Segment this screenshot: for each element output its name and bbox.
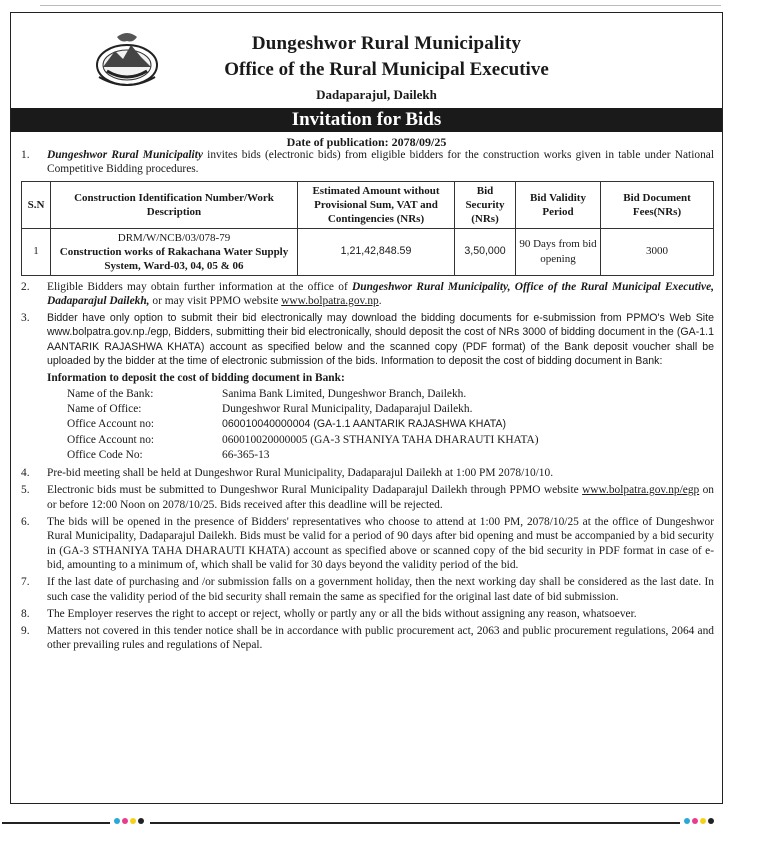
clause-text: The Employer reserves the right to accept or reject, wholly or partly any or all the bids without assigning any reason, whatsoever.: [47, 607, 637, 620]
cell-validity: 90 Days from bid opening: [516, 228, 601, 275]
col-amount: Estimated Amount without Provisional Sum, VAT and Contingencies (NRs): [298, 181, 455, 228]
bank-row: [67, 448, 714, 463]
footer-divider: [150, 822, 680, 824]
dot-icon: [122, 818, 128, 824]
org-emphasis: Dungeshwor Rural Municipality: [47, 149, 203, 161]
bank-info: [21, 387, 714, 463]
clause-body: invites bids (electronic bids) from eligible bidders for the construction works given in table under National Competitive Bidding procedures.: [47, 149, 714, 176]
notice-body: [21, 148, 714, 656]
clause-9: [21, 624, 714, 653]
dot-icon: [684, 818, 690, 824]
office-name: Office of the Rural Municipal Executive: [224, 59, 549, 80]
bank-row: [67, 417, 714, 432]
bank-value: 66-365-13: [222, 448, 270, 461]
top-rule: [40, 5, 721, 6]
clause-number: 8.: [21, 607, 30, 620]
clause-8: [21, 607, 714, 621]
bank-key: Office Account no:: [67, 418, 155, 431]
footer-dots: [114, 818, 144, 824]
clause-2: [21, 280, 714, 309]
footer-divider: [2, 822, 110, 824]
org-name: Dungeshwor Rural Municipality: [251, 33, 522, 54]
clause-number: 5.: [21, 484, 30, 497]
col-security: Bid Security (NRs): [455, 181, 516, 228]
clause-text: [47, 148, 714, 177]
clause-number: 2.: [21, 280, 30, 293]
cell-security: 3,50,000: [455, 228, 516, 275]
clause-number: 1.: [21, 149, 30, 161]
bank-row: [67, 387, 714, 402]
dot-icon: [692, 818, 698, 824]
clause-body: or may visit PPMO website: [149, 294, 282, 307]
publication-date: Date of publication: 2078/09/25: [286, 135, 447, 149]
clause-1: [21, 148, 714, 177]
dot-icon: [138, 818, 144, 824]
clause-number: 4.: [21, 467, 30, 480]
bank-key: Office Code No:: [67, 448, 143, 461]
clause-text: Bidder have only option to submit their bid electronically may download the bidding documents for e-submission from PPMO's Web Site www.bolpatra.gov.np./egp, Bidders, submitting their bid electronically, should deposit the cost of NRs 3000 of bidding document in the (GA-1.1 AANTARIK RAJASHWA KHATA) account as specified below and the scanned copy (PDF format) of the Bank deposit voucher shall be uploaded by the bidder at the time of electronic submission of the bids. Information to deposit the cost of bidding document in Bank:: [47, 312, 714, 368]
clause-body: Electronic bids must be submitted to Dungeshwor Rural Municipality Dadaparajul Dailekh through PPMO website: [47, 484, 583, 497]
notice-header: [11, 13, 722, 109]
bank-value: 060010020000005 (GA-3 STHANIYA TAHA DHARAUTI KHATA): [222, 433, 539, 446]
dot-icon: [708, 818, 714, 824]
bank-value: Sanima Bank Limited, Dungeshwor Branch, Dailekh.: [222, 387, 467, 400]
clause-number: 6.: [21, 516, 30, 529]
bank-key: Office Account no:: [67, 433, 155, 446]
bank-row: [67, 402, 714, 417]
footer-dots: [684, 818, 714, 824]
dot-icon: [130, 818, 136, 824]
clause-6: [21, 515, 714, 572]
clause-3: [21, 311, 714, 368]
clause-text: [47, 483, 714, 512]
bank-info-title: Information to deposit the cost of bidding document in Bank:: [47, 372, 345, 385]
dot-icon: [114, 818, 120, 824]
invitation-banner: Invitation for Bids: [11, 108, 722, 132]
clause-number: 9.: [21, 625, 30, 638]
col-fee: Bid Document Fees(NRs): [601, 181, 714, 228]
cell-sn: 1: [22, 228, 51, 275]
office-location: Dadaparajul, Dailekh: [316, 87, 437, 102]
col-sn: S.N: [22, 181, 51, 228]
bank-value: 060010040000004 (GA-1.1 AANTARIK RAJASHWA KHATA): [222, 418, 507, 431]
clause-text: If the last date of purchasing and /or submission falls on a government holiday, then the next working day shall be considered as the last date. In such case the validity period of the bid security shall remain the same as specified for the original last date of bid submission.: [47, 576, 714, 603]
bank-key: Name of Office:: [67, 402, 142, 415]
bank-key: Name of the Bank:: [67, 387, 154, 400]
dot-icon: [700, 818, 706, 824]
clause-7: [21, 575, 714, 604]
table-row: [22, 228, 714, 275]
ppmo-link[interactable]: www.bolpatra.gov.np: [281, 294, 379, 307]
clause-body: .: [378, 294, 382, 307]
clause-5: [21, 483, 714, 512]
clause-4: [21, 466, 714, 480]
bid-table: [21, 181, 714, 276]
clause-text: [47, 280, 714, 309]
clause-number: 7.: [21, 576, 30, 589]
cell-fee: 3000: [601, 228, 714, 275]
col-validity: Bid Validity Period: [516, 181, 601, 228]
egp-link[interactable]: www.bolpatra.gov.np/egp: [582, 484, 700, 497]
work-desc: Construction works of Rakachana Water Supply System, Ward-03, 04, 05 & 06: [59, 245, 289, 272]
clause-body: Eligible Bidders may obtain further information at the office of: [47, 280, 353, 293]
clause-text: Matters not covered in this tender notice shall be in accordance with public procurement act, 2063 and public procurement regulations, 2064 and other prevailing rules and regulations of Nepal.: [47, 625, 714, 652]
cell-amount: 1,21,42,848.59: [298, 228, 455, 275]
bank-row: [67, 433, 714, 448]
bank-value: Dungeshwor Rural Municipality, Dadaparajul Dailekh.: [222, 402, 473, 415]
work-id: DRM/W/NCB/03/078-79: [117, 231, 231, 244]
table-header-row: [22, 181, 714, 228]
clause-number: 3.: [21, 312, 30, 325]
clause-text: Pre-bid meeting shall be held at Dungeshwor Rural Municipality, Dadaparajul Dailekh at 1:00 PM 2078/10/10.: [47, 467, 554, 480]
notice-frame: [10, 12, 723, 804]
clause-text: The bids will be opened in the presence of Bidders' representatives who choose to attend at 1:00 PM, 2078/10/25 at the office of Dungeshwor Rural Municipality, Dadaparajul Dailekh. Bids must be valid for a period of 90 days after bid opening and must be accompanied by a bid security in (GA-3 STHANIYA TAHA DHARAUTI KHATA) account as specified above or scanned copy of the bid security in PDF format in case of e-bid, amounting to a minimum of, which shall be valid for 30 days beyond the validity period of the bid.: [47, 516, 714, 571]
office-emphasis: Dungeshwor Rural Municipality, Office of the Rural Municipal Executive, Dadaparajul Dailekh,: [47, 280, 714, 307]
col-description: Construction Identification Number/Work Description: [51, 181, 298, 228]
cell-description: [51, 228, 298, 275]
clause-body: on or before 12:00 Noon on 2078/10/25. Bids received after this deadline will be rejected.: [47, 484, 714, 511]
